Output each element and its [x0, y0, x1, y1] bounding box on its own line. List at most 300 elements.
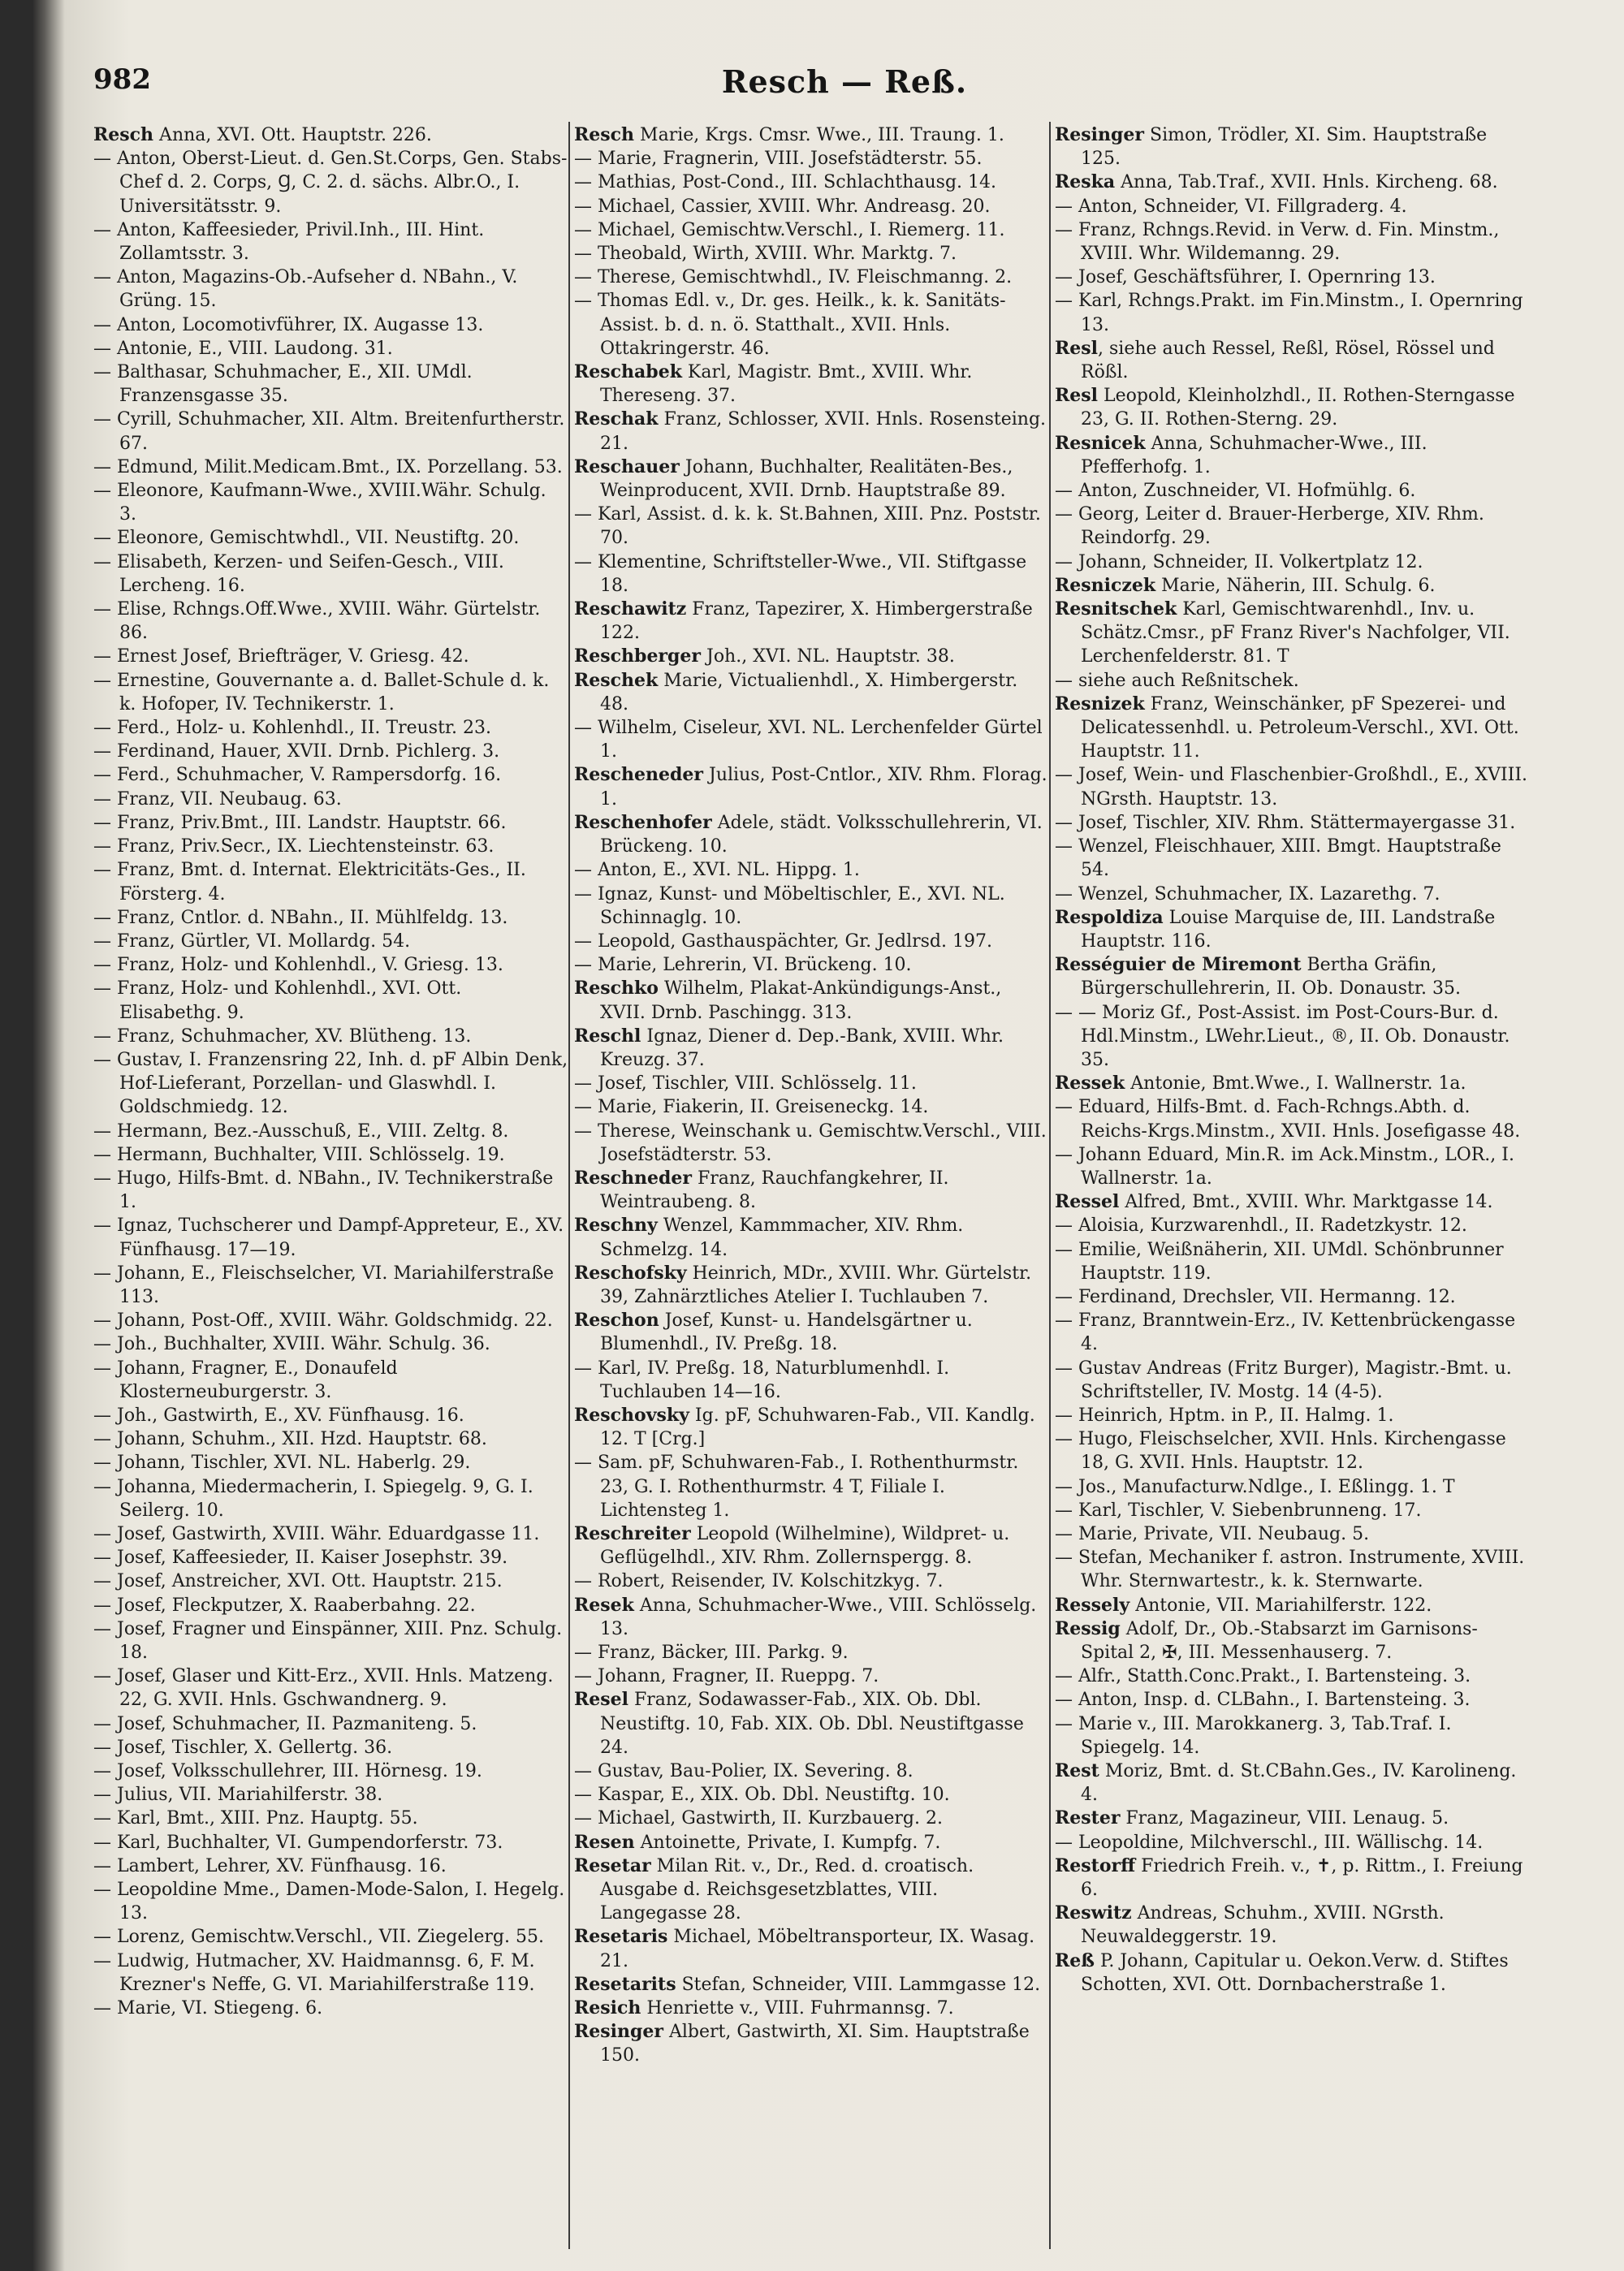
directory-entry — [574, 1594, 1049, 1641]
entry-text: Albert, Gastwirth, XI. Sim. Hauptstraße 150. — [600, 2022, 1030, 2066]
entry-surname: Respoldiza — [1055, 906, 1164, 928]
entry-text: Antoinette, Private, I. Kumpfg. 7. — [634, 1832, 941, 1853]
directory-entry — [93, 788, 568, 811]
directory-entry — [93, 1143, 568, 1167]
entry-text: Leopold, Kleinholzhdl., II. Rothen-Sterngasse 23, G. II. Rothen-Sterng. 29. — [1081, 386, 1515, 430]
column-1 — [93, 123, 568, 2251]
entry-text: — Gustav, Bau-Polier, IX. Severing. 8. — [574, 1761, 914, 1782]
directory-entry — [574, 1688, 1049, 1759]
directory-entry — [1055, 1143, 1530, 1190]
entry-text: Marie, Näherin, III. Schulg. 6. — [1155, 575, 1436, 596]
entry-surname: Rest — [1055, 1760, 1099, 1782]
entry-text: — Anton, Insp. d. CLBahn., I. Bartensteing. 3. — [1055, 1690, 1471, 1711]
directory-entry — [93, 1167, 568, 1214]
entry-surname: Reschabek — [574, 361, 682, 383]
entry-surname: Reska — [1055, 171, 1116, 193]
entry-text: — Emilie, Weißnäherin, XII. UMdl. Schönbrunner Hauptstr. 119. — [1055, 1239, 1504, 1284]
entry-surname: Ressek — [1055, 1073, 1125, 1094]
entry-text: — — Moriz Gf., Post-Assist. im Post-Cours-Bur. d. Hdl.Minstm., LWehr.Lieut., ®, II. Ob. Donaustr. 35. — [1055, 1002, 1510, 1070]
entry-text: — Franz, Gürtler, VI. Mollardg. 54. — [93, 930, 411, 952]
entry-text: — Theobald, Wirth, XVIII. Whr. Marktg. 7. — [574, 244, 957, 265]
directory-entry — [574, 1997, 1049, 2020]
directory-entry — [1055, 171, 1530, 194]
directory-entry — [574, 883, 1049, 930]
entry-surname: Resetarits — [574, 1973, 676, 1995]
entry-text: Ig. pF, Schuhwaren-Fab., VII. Kandlg. 12. T [Crg.] — [600, 1405, 1035, 1450]
directory-entry — [1055, 1404, 1530, 1427]
entry-text: — Josef, Gastwirth, XVIII. Währ. Eduardgasse 11. — [93, 1523, 540, 1544]
entry-text: — Ignaz, Kunst- und Möbeltischler, E., XVI. NL. Schinnaglg. 10. — [574, 883, 1005, 928]
directory-entry — [1055, 1617, 1530, 1664]
entry-surname: Reschek — [574, 669, 659, 691]
directory-entry — [574, 953, 1049, 977]
directory-entry — [1055, 1594, 1530, 1617]
entry-text: — Ignaz, Tuchscherer und Dampf-Appreteur, E., XV. Fünfhausg. 17—19. — [93, 1215, 564, 1260]
directory-entry — [1055, 384, 1530, 431]
entry-surname: Resek — [574, 1594, 634, 1616]
directory-entry — [574, 1095, 1049, 1119]
entry-text: — Lorenz, Gemischtw.Verschl., VII. Ziegelerg. 55. — [93, 1927, 544, 1948]
directory-entry — [93, 1712, 568, 1736]
entry-text: — Josef, Tischler, X. Gellertg. 36. — [93, 1737, 393, 1758]
directory-entry — [574, 361, 1049, 408]
entry-text: — Marie v., III. Marokkanerg. 3, Tab.Traf. I. Spiegelg. 14. — [1055, 1713, 1452, 1758]
entry-text: — Elisabeth, Kerzen- und Seifen-Gesch., VIII. Lercheng. 16. — [93, 551, 504, 596]
entry-text: — Balthasar, Schuhmacher, E., XII. UMdl. Franzensgasse 35. — [93, 362, 473, 407]
entry-text: — Ferdinand, Hauer, XVII. Drnb. Pichlerg. 3. — [93, 741, 500, 762]
directory-entry — [1055, 195, 1530, 218]
entry-text: — Wenzel, Fleischhauer, XIII. Bmgt. Hauptstraße 54. — [1055, 836, 1501, 881]
entry-text: — Franz, Branntwein-Erz., IV. Kettenbrückengasse 4. — [1055, 1310, 1516, 1355]
directory-entry — [574, 289, 1049, 361]
entry-text: Heinrich, MDr., XVIII. Whr. Gürtelstr. 39, Zahnärztliches Atelier I. Tuchlauben 7. — [600, 1263, 1032, 1307]
entry-text: — Alfr., Statth.Conc.Prakt., I. Bartensteing. 3. — [1055, 1666, 1471, 1687]
entry-surname: Resnicek — [1055, 432, 1146, 454]
entry-text: — Joh., Gastwirth, E., XV. Fünfhausg. 16. — [93, 1405, 464, 1426]
entry-text: — siehe auch Reßnitschek. — [1055, 670, 1299, 691]
directory-entry — [93, 906, 568, 930]
directory-entry — [93, 266, 568, 313]
entry-text: Andreas, Schuhm., XVIII. NGrsth. Neuwaldeggerstr. 19. — [1081, 1903, 1445, 1948]
directory-entry — [93, 1925, 568, 1949]
directory-entry — [1055, 1854, 1530, 1902]
entry-text: — Franz, Schuhmacher, XV. Blütheng. 13. — [93, 1025, 472, 1047]
directory-entry — [574, 1854, 1049, 1926]
directory-entry — [1055, 337, 1530, 384]
directory-entry — [1055, 1522, 1530, 1546]
column-divider — [1049, 122, 1051, 2249]
entry-text: — Aloisia, Kurzwarenhdl., II. Radetzkystr. 12. — [1055, 1215, 1467, 1237]
entry-text: — Hermann, Bez.-Ausschuß, E., VIII. Zeltg. 8. — [93, 1120, 509, 1142]
entry-text: — Georg, Leiter d. Brauer-Herberge, XIV. Rhm. Reindorfg. 29. — [1055, 504, 1484, 549]
entry-surname: Reschon — [574, 1310, 659, 1332]
entry-text: Milan Rit. v., Dr., Red. d. croatisch. Ausgabe d. Reichsgesetzblattes, VIII. Langegasse 28. — [600, 1855, 974, 1924]
entry-text: — Gustav Andreas (Fritz Burger), Magistr.-Bmt. u. Schriftsteller, IV. Mostg. 14 (4-5). — [1055, 1358, 1512, 1402]
directory-entry — [1055, 1190, 1530, 1214]
entry-text: P. Johann, Capitular u. Oekon.Verw. d. Stiftes Schotten, XVI. Ott. Dornbacherstraße 1. — [1081, 1950, 1509, 1995]
directory-entry — [1055, 906, 1530, 953]
directory-entry — [93, 1214, 568, 1261]
entry-text: — Marie, Fragnerin, VIII. Josefstädterstr. 55. — [574, 149, 983, 170]
entry-text: — Franz, Priv.Secr., IX. Liechtensteinstr. 63. — [93, 836, 495, 857]
entry-text: — Ernest Josef, Briefträger, V. Griesg. 42. — [93, 646, 469, 667]
directory-entry — [574, 811, 1049, 858]
page-header — [93, 63, 1596, 112]
entry-text: — Robert, Reisender, IV. Kolschitzkyg. 7. — [574, 1571, 944, 1592]
entry-text: — Edmund, Milit.Medicam.Bmt., IX. Porzellang. 53. — [93, 456, 563, 477]
entry-text: Ignaz, Diener d. Dep.-Bank, XVIII. Whr. Kreuzg. 37. — [600, 1025, 1004, 1070]
entry-surname: Resch — [93, 124, 154, 145]
entry-text: — Elise, Rchngs.Off.Wwe., XVIII. Währ. Gürtelstr. 86. — [93, 599, 541, 644]
entry-text: — Marie, Private, VII. Neubaug. 5. — [1055, 1523, 1370, 1544]
entry-surname: Reswitz — [1055, 1902, 1132, 1924]
directory-entry — [1055, 953, 1530, 1000]
entry-text: — Cyrill, Schuhmacher, XII. Altm. Breitenfurtherstr. 67. — [93, 409, 565, 454]
entry-text: Friedrich Freih. v., ✝, p. Rittm., I. Freiung 6. — [1081, 1855, 1523, 1901]
entry-surname: Ressely — [1055, 1594, 1130, 1616]
entry-text: Wilhelm, Plakat-Ankündigungs-Anst., XVII. Drnb. Paschingg. 313. — [600, 978, 1002, 1023]
entry-surname: Resnitschek — [1055, 598, 1177, 620]
directory-entry — [1055, 550, 1530, 574]
entry-text: Josef, Kunst- u. Handelsgärtner u. Blumenhdl., IV. Preßg. 18. — [600, 1310, 973, 1355]
directory-entry — [574, 598, 1049, 645]
directory-entry — [574, 266, 1049, 289]
entry-text: — Franz, Priv.Bmt., III. Landstr. Hauptstr. 66. — [93, 812, 507, 833]
directory-entry — [574, 1759, 1049, 1783]
directory-entry — [93, 408, 568, 455]
directory-entry — [1055, 598, 1530, 669]
directory-entry — [574, 1831, 1049, 1854]
directory-entry — [1055, 1664, 1530, 1688]
directory-entry — [93, 313, 568, 337]
entry-text: Michael, Möbeltransporteur, IX. Wasag. 21. — [600, 1927, 1035, 1971]
entry-text: — Anton, Zuschneider, VI. Hofmühlg. 6. — [1055, 481, 1416, 502]
column-2 — [574, 123, 1049, 2251]
directory-entry — [93, 1025, 568, 1048]
entry-text: — Franz, VII. Neubaug. 63. — [93, 788, 342, 810]
directory-entry — [93, 1357, 568, 1404]
entry-surname: Resniczek — [1055, 574, 1156, 596]
entry-surname: Restorff — [1055, 1854, 1136, 1876]
directory-entry — [574, 171, 1049, 194]
directory-entry — [1055, 1759, 1530, 1807]
entry-text: — Leopoldine, Milchverschl., III. Wällischg. 14. — [1055, 1832, 1484, 1853]
entry-text: — Antonie, E., VIII. Laudong. 31. — [93, 338, 393, 359]
directory-entry — [93, 1997, 568, 2020]
entry-text: — Josef, Wein- und Flaschenbier-Großhdl., E., XVIII. NGrsth. Hauptstr. 13. — [1055, 765, 1528, 810]
directory-entry — [93, 1522, 568, 1546]
entry-text: — Josef, Kaffeesieder, II. Kaiser Josephstr. 39. — [93, 1548, 508, 1569]
directory-entry — [1055, 1001, 1530, 1073]
directory-entry — [93, 740, 568, 763]
entry-text: — Ferd., Holz- u. Kohlenhdl., II. Treustr. 23. — [93, 718, 491, 739]
entry-surname: Reschny — [574, 1215, 658, 1237]
entry-text: — Johann, Fragner, E., Donaufeld Klosterneuburgerstr. 3. — [93, 1358, 398, 1402]
entry-surname: Resch — [574, 124, 635, 145]
entry-text: — Sam. pF, Schuhwaren-Fab., I. Rothenthurmstr. 23, G. I. Rothenthurmstr. 4 T, Filiale I. Lichtensteg 1. — [574, 1453, 1019, 1521]
entry-text: Louise Marquise de, III. Landstraße Hauptstr. 116. — [1081, 907, 1496, 952]
entry-text: — Ferd., Schuhmacher, V. Rampersdorfg. 16. — [93, 765, 502, 786]
entry-text: — Lambert, Lehrer, XV. Fünfhausg. 16. — [93, 1855, 447, 1876]
directory-entry — [574, 218, 1049, 242]
directory-entry — [1055, 811, 1530, 835]
entry-text: Anna, Tab.Traf., XVII. Hnls. Kircheng. 68. — [1115, 172, 1498, 193]
directory-entry — [574, 1522, 1049, 1569]
entry-text: — Karl, Bmt., XIII. Pnz. Hauptg. 55. — [93, 1808, 418, 1829]
directory-entry — [93, 1759, 568, 1783]
entry-surname: Resich — [574, 1997, 641, 2019]
entry-text: — Ferdinand, Drechsler, VII. Hermanng. 12. — [1055, 1286, 1456, 1307]
entry-text: — Therese, Weinschank u. Gemischtw.Verschl., VIII. Josefstädterstr. 53. — [574, 1120, 1047, 1165]
directory-entry — [1055, 503, 1530, 550]
entry-text: — Hugo, Fleischselcher, XVII. Hnls. Kirchengasse 18, G. XVII. Hnls. Hauptstr. 12. — [1055, 1429, 1506, 1474]
page-number: 982 — [93, 63, 151, 96]
entry-text: — Josef, Geschäftsführer, I. Opernring 13. — [1055, 267, 1436, 288]
entry-text: — Johann, Schuhm., XII. Hzd. Hauptstr. 68. — [93, 1429, 487, 1450]
entry-text: — Franz, Bäcker, III. Parkg. 9. — [574, 1643, 849, 1663]
directory-entry — [1055, 1499, 1530, 1522]
entry-surname: Resetar — [574, 1854, 651, 1876]
entry-text: — Klementine, Schriftsteller-Wwe., VII. Stiftgasse 18. — [574, 551, 1027, 596]
entry-surname: Rescheneder — [574, 764, 704, 786]
entry-text: — Hugo, Hilfs-Bmt. d. NBahn., IV. Technikerstraße 1. — [93, 1168, 554, 1213]
directory-entry — [93, 1048, 568, 1120]
directory-entry — [93, 1120, 568, 1143]
entry-text: — Stefan, Mechaniker f. astron. Instrumente, XVIII. Whr. Sternwartestr., k. k. Sternwarte. — [1055, 1548, 1525, 1592]
directory-entry — [1055, 1285, 1530, 1309]
entry-surname: Resetaris — [574, 1926, 668, 1948]
directory-entry — [574, 408, 1049, 455]
entry-text: Joh., XVI. NL. Hauptstr. 38. — [701, 646, 955, 667]
directory-entry — [1055, 1357, 1530, 1404]
directory-entry — [574, 455, 1049, 503]
entry-text: — Franz, Holz- und Kohlenhdl., V. Griesg. 13. — [93, 955, 503, 976]
directory-entry — [1055, 1475, 1530, 1499]
entry-surname: Reschawitz — [574, 598, 687, 620]
directory-entry — [93, 218, 568, 266]
directory-entry — [93, 1332, 568, 1356]
entry-surname: Reschneder — [574, 1167, 693, 1189]
directory-entry — [1055, 1949, 1530, 1997]
entry-text: — Hermann, Buchhalter, VIII. Schlösselg. 19. — [93, 1144, 505, 1165]
entry-text: — Karl, Assist. d. k. k. St.Bahnen, XIII. Pnz. Poststr. 70. — [574, 504, 1041, 549]
directory-entry — [93, 1451, 568, 1474]
entry-surname: Resel — [574, 1689, 629, 1711]
directory-entry — [1055, 1712, 1530, 1759]
entry-text: Bertha Gräfin, Bürgerschullehrerin, II. Ob. Donaustr. 35. — [1081, 955, 1461, 999]
entry-text: — Michael, Gemischtw.Verschl., I. Riemerg. 11. — [574, 219, 1005, 240]
entry-text: Julius, Post-Cntlor., XIV. Rhm. Florag. 1. — [600, 765, 1047, 810]
directory-entry — [574, 1404, 1049, 1451]
directory-entry — [93, 1831, 568, 1854]
entry-text: — Marie, Lehrerin, VI. Brückeng. 10. — [574, 955, 912, 976]
directory-entry — [1055, 218, 1530, 266]
entry-text: Antonie, VII. Mariahilferstr. 122. — [1129, 1595, 1432, 1616]
directory-entry — [574, 2020, 1049, 2067]
entry-text: Franz, Schlosser, XVII. Hnls. Rosensteing. 21. — [600, 409, 1047, 454]
entry-text: — Josef, Schuhmacher, II. Pazmaniteng. 5. — [93, 1713, 477, 1734]
entry-text: — Eleonore, Kaufmann-Wwe., XVIII.Währ. Schulg. 3. — [93, 481, 546, 525]
entry-surname: Rességuier de Miremont — [1055, 954, 1302, 976]
entry-text: — Gustav, I. Franzensring 22, Inh. d. pF Albin Denk, Hof-Lieferant, Porzellan- und Glaswhdl. I. Goldschmiedg. 12. — [93, 1049, 568, 1118]
directory-entry — [93, 1475, 568, 1522]
directory-entry — [1055, 1238, 1530, 1285]
entry-text: — Leopoldine Mme., Damen-Mode-Salon, I. Hegelg. 13. — [93, 1880, 565, 1924]
entry-surname: Ressig — [1055, 1617, 1121, 1639]
entry-surname: Reschreiter — [574, 1522, 691, 1544]
entry-text: — Anton, Kaffeesieder, Privil.Inh., III. Hint. Zollamtsstr. 3. — [93, 219, 485, 265]
directory-entry — [1055, 1309, 1530, 1356]
entry-text: — Johanna, Miedermacherin, I. Spiegelg. 9, G. I. Seilerg. 10. — [93, 1476, 533, 1521]
directory-entry — [93, 1546, 568, 1569]
entry-text: — Julius, VII. Mariahilferstr. 38. — [93, 1785, 383, 1806]
directory-entry — [1055, 289, 1530, 336]
directory-entry — [93, 858, 568, 905]
directory-entry — [574, 123, 1049, 147]
directory-entry — [574, 930, 1049, 953]
entry-text: Alfred, Bmt., XVIII. Whr. Marktgasse 14. — [1119, 1192, 1493, 1213]
entry-text: — Johann, Post-Off., XVIII. Währ. Goldschmidg. 22. — [93, 1310, 553, 1332]
directory-entry — [1055, 432, 1530, 479]
directory-entry — [1055, 479, 1530, 503]
directory-entry — [93, 1736, 568, 1759]
entry-text: Franz, Sodawasser-Fab., XIX. Ob. Dbl. Neustiftg. 10, Fab. XIX. Ob. Dbl. Neustiftgasse 24. — [600, 1690, 1024, 1758]
directory-entry — [574, 550, 1049, 598]
directory-entry — [1055, 693, 1530, 764]
entry-text: — Johann, E., Fleischselcher, VI. Mariahilferstraße 113. — [93, 1263, 555, 1307]
directory-entry — [1055, 1095, 1530, 1142]
directory-entry — [93, 669, 568, 716]
entry-text: — Johann Eduard, Min.R. im Ack.Minstm., LOR., I. Wallnerstr. 1a. — [1055, 1144, 1514, 1189]
entry-text: — Wilhelm, Ciseleur, XVI. NL. Lerchenfelder Gürtel 1. — [574, 718, 1043, 762]
entry-text: Anna, XVI. Ott. Hauptstr. 226. — [153, 125, 432, 145]
directory-entry — [1055, 1831, 1530, 1854]
entry-text: — Josef, Tischler, VIII. Schlösselg. 11. — [574, 1073, 917, 1094]
directory-entry — [1055, 763, 1530, 810]
entry-text: Anna, Schuhmacher-Wwe., III. Pfefferhofg. 1. — [1081, 433, 1427, 477]
entry-text: Leopold (Wilhelmine), Wildpret- u. Geflügelhdl., XIV. Rhm. Zollernspergg. 8. — [600, 1523, 1010, 1569]
entry-text: — Franz, Bmt. d. Internat. Elektricitäts-Ges., II. Försterg. 4. — [93, 860, 526, 905]
directory-entry — [574, 1664, 1049, 1688]
directory-entry — [574, 977, 1049, 1024]
entry-surname: Resnizek — [1055, 693, 1145, 715]
directory-entry — [93, 1569, 568, 1593]
entry-text: — Leopold, Gasthauspächter, Gr. Jedlrsd. 197. — [574, 930, 992, 952]
entry-text: — Josef, Anstreicher, XVI. Ott. Hauptstr. 215. — [93, 1571, 503, 1592]
directory-entry — [1055, 1427, 1530, 1474]
directory-entry — [93, 763, 568, 787]
entry-text: Simon, Trödler, XI. Sim. Hauptstraße 125. — [1081, 125, 1488, 170]
directory-entry — [93, 550, 568, 598]
entry-text: — Karl, IV. Preßg. 18, Naturblumenhdl. I. Tuchlauben 14—16. — [574, 1358, 950, 1402]
entry-text: — Josef, Fleckputzer, X. Raaberbahng. 22. — [93, 1595, 476, 1616]
entry-text: — Anton, Schneider, VI. Fillgraderg. 4. — [1055, 196, 1407, 217]
entry-text: — Anton, Magazins-Ob.-Aufseher d. NBahn., V. Grüng. 15. — [93, 267, 518, 312]
entry-text: Karl, Magistr. Bmt., XVIII. Whr. Thereseng. 37. — [600, 362, 973, 407]
directory-entry — [1055, 1072, 1530, 1095]
directory-entry — [574, 1783, 1049, 1807]
directory-entry — [574, 1357, 1049, 1404]
entry-text: — Kaspar, E., XIX. Ob. Dbl. Neustiftg. 10. — [574, 1785, 950, 1806]
entry-text: — Karl, Buchhalter, VI. Gumpendorferstr. 73. — [93, 1832, 503, 1853]
directory-entry — [574, 1641, 1049, 1664]
directory-entry — [1055, 1546, 1530, 1593]
directory-entry — [93, 1594, 568, 1617]
directory-entry — [93, 337, 568, 361]
entry-surname: Reschberger — [574, 645, 701, 667]
directory-entry — [93, 1427, 568, 1451]
entry-surname: Resinger — [1055, 124, 1144, 145]
directory-entry — [93, 147, 568, 218]
column-divider — [568, 122, 570, 2249]
entry-text: Karl, Gemischtwarenhdl., Inv. u. Schätz.Cmsr., pF Franz River's Nachfolger, VII. Lerchenfelderstr. 81. T — [1081, 599, 1510, 667]
directory-entry — [93, 1617, 568, 1664]
entry-text: — Josef, Glaser und Kitt-Erz., XVII. Hnls. Matzeng. 22, G. XVII. Hnls. Gschwandnerg. 9. — [93, 1666, 554, 1711]
directory-entry — [93, 361, 568, 408]
directory-entry — [574, 1309, 1049, 1356]
entry-text: — Eleonore, Gemischtwhdl., VII. Neustiftg. 20. — [93, 528, 520, 549]
entry-text: — Wenzel, Schuhmacher, IX. Lazarethg. 7. — [1055, 883, 1440, 905]
directory-entry — [574, 503, 1049, 550]
directory-entry — [93, 716, 568, 740]
entry-text: Franz, Tapezirer, X. Himbergerstraße 122. — [600, 599, 1033, 644]
directory-entry — [574, 858, 1049, 882]
entry-text: — Thomas Edl. v., Dr. ges. Heilk., k. k. Sanitäts-Assist. b. d. n. ö. Statthalt., XVII. Hnls. Ottakringerstr. 46. — [574, 291, 1006, 359]
entry-text: — Josef, Tischler, XIV. Rhm. Stättermayergasse 31. — [1055, 812, 1516, 833]
running-title: Resch — Reß. — [721, 63, 968, 100]
directory-entry — [1055, 1902, 1530, 1949]
entry-text: Marie, Krgs. Cmsr. Wwe., III. Traung. 1. — [634, 125, 1004, 145]
directory-entry — [574, 645, 1049, 668]
entry-text: — Josef, Fragner und Einspänner, XIII. Pnz. Schulg. 18. — [93, 1618, 563, 1663]
directory-entry — [93, 1807, 568, 1830]
entry-text: Antonie, Bmt.Wwe., I. Wallnerstr. 1a. — [1125, 1073, 1466, 1094]
entry-surname: Reschovsky — [574, 1404, 689, 1426]
entry-text: Adele, städt. Volksschullehrerin, VI. Brückeng. 10. — [600, 812, 1043, 857]
entry-text: — Eduard, Hilfs-Bmt. d. Fach-Rchngs.Abth. d. Reichs-Krgs.Minstm., XVII. Hnls. Josefigasse 48. — [1055, 1097, 1521, 1142]
directory-entry — [574, 242, 1049, 266]
directory-entry — [1055, 1807, 1530, 1830]
entry-text: — Anton, Locomotivführer, IX. Augasse 13. — [93, 314, 484, 335]
directory-entry — [93, 835, 568, 858]
directory-entry — [93, 479, 568, 526]
entry-text: Marie, Victualienhdl., X. Himbergerstr. 48. — [600, 670, 1018, 715]
entry-text: — Karl, Tischler, V. Siebenbrunneng. 17. — [1055, 1500, 1422, 1521]
directory-entry — [574, 195, 1049, 218]
entry-surname: Rester — [1055, 1807, 1121, 1829]
directory-entry — [93, 1309, 568, 1332]
directory-entry — [1055, 1214, 1530, 1237]
directory-entry — [574, 147, 1049, 171]
entry-text: — Marie, VI. Stiegeng. 6. — [93, 1998, 323, 2019]
directory-entry — [93, 123, 568, 147]
directory-entry — [93, 1262, 568, 1309]
directory-entry — [93, 1783, 568, 1807]
entry-text: — Franz, Cntlor. d. NBahn., II. Mühlfeldg. 13. — [93, 907, 508, 928]
directory-entry — [1055, 883, 1530, 906]
directory-entry — [574, 1973, 1049, 1997]
directory-entry — [93, 930, 568, 953]
directory-entry — [574, 1167, 1049, 1214]
entry-surname: Reschl — [574, 1025, 641, 1047]
directory-entry — [574, 716, 1049, 763]
entry-text: — Johann, Tischler, XVI. NL. Haberlg. 29. — [93, 1453, 471, 1474]
directory-entry — [93, 977, 568, 1024]
entry-text: — Ludwig, Hutmacher, XV. Haidmannsg. 6, F. M. Krezner's Neffe, G. VI. Mariahilferstraße 119. — [93, 1950, 535, 1995]
entry-surname: Reschenhofer — [574, 811, 712, 833]
entry-text: — Joh., Buchhalter, XVIII. Währ. Schulg. 36. — [93, 1334, 490, 1355]
directory-entry — [1055, 669, 1530, 693]
